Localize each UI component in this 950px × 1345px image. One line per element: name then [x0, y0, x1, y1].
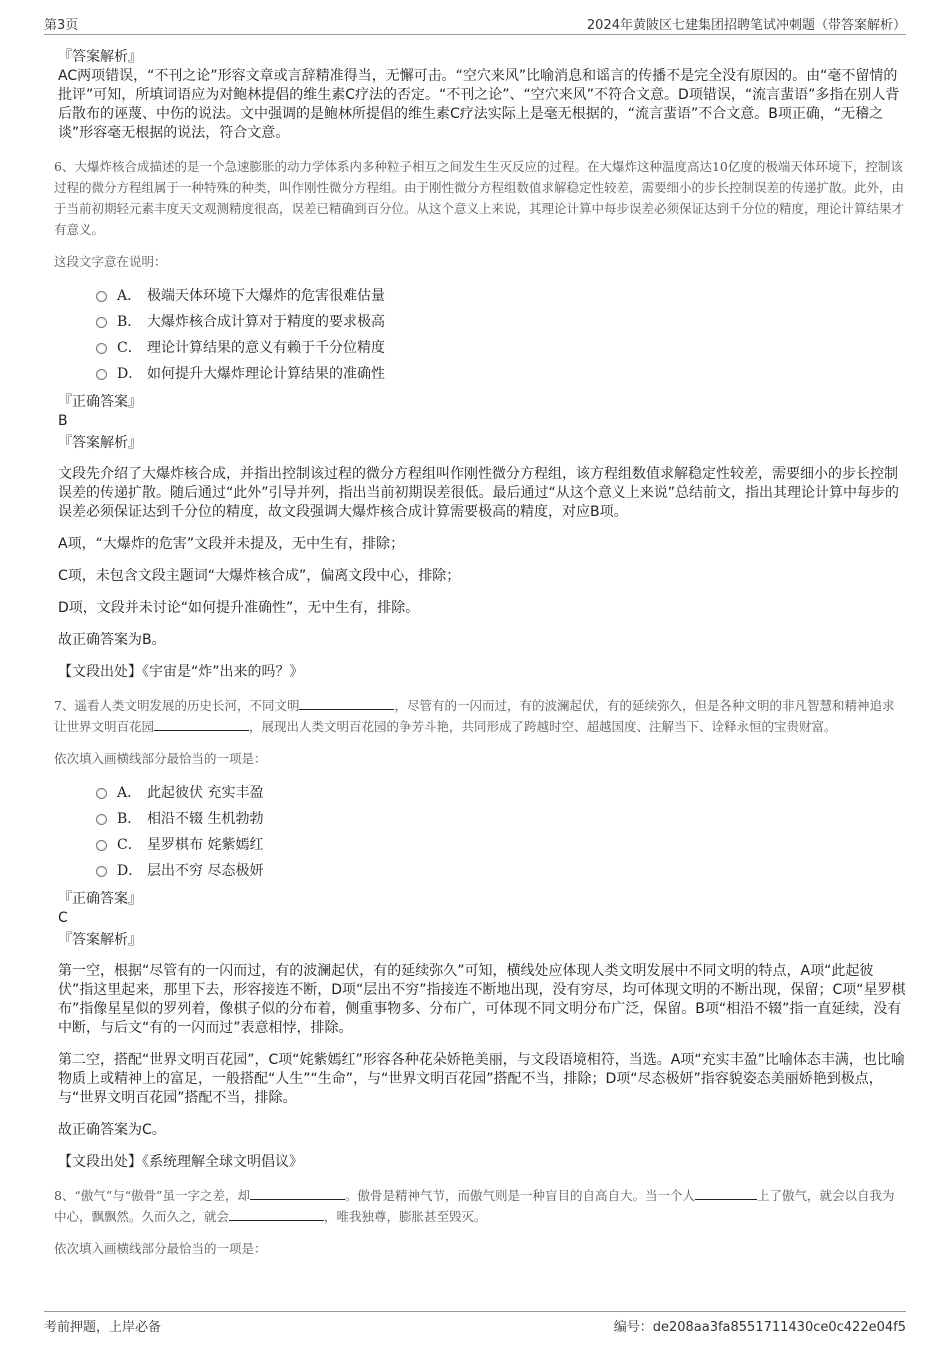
- q7-option-d[interactable]: D． 层出不穷 尽态极妍: [96, 858, 906, 884]
- radio-icon[interactable]: [96, 343, 107, 354]
- q8-prompt: 依次填入画横线部分最恰当的一项是：: [54, 1241, 267, 1256]
- q7-option-a[interactable]: A． 此起彼伏 充实丰盈: [96, 780, 906, 806]
- q6-prompt: 这段文字意在说明：: [54, 254, 167, 269]
- fill-blank: [154, 718, 249, 731]
- fill-blank: [299, 697, 394, 710]
- q7-source: 【文段出处】《系统理解全球文明倡议》: [58, 1154, 303, 1170]
- q7-analysis-label: 『答案解析』: [58, 932, 142, 948]
- q6-source: 【文段出处】《宇宙是“炸”出来的吗？》: [58, 664, 304, 680]
- q7-option-c[interactable]: C． 星罗棋布 姹紫嫣红: [96, 832, 906, 858]
- q7-analysis-blank1: 第一空，根据“尽管有的一闪而过，有的波澜起伏，有的延续弥久”可知，横线处应体现人类文明发展中不同文明的特点，A项“此起彼伏”指这里起来，那里下去，形容接连不断，D项“层出不穷”指接连不断地出现，没有穷尽，均可体现文明的不断出现，保留；C项“星罗棋布”指像星星似的罗列着，像棋子似的分布着，侧重事物多、分布广，可体现不同文明分布广泛，保留。B项“相沿不辍”指一直延续，没有中断，与后文“有的一闪而过”表意相悖，排除。: [58, 963, 906, 1036]
- q6-option-d[interactable]: D． 如何提升大爆炸理论计算结果的准确性: [96, 361, 906, 387]
- radio-icon[interactable]: [96, 291, 107, 302]
- q6-analysis-d: D项，文段并未讨论“如何提升准确性”，无中生有，排除。: [58, 600, 420, 616]
- prev-analysis-label: 『答案解析』: [58, 49, 142, 65]
- q7-correct-answer: C: [58, 910, 68, 926]
- radio-icon[interactable]: [96, 317, 107, 328]
- q7-prompt: 依次填入画横线部分最恰当的一项是：: [54, 751, 267, 766]
- q6-analysis-conclusion: 故正确答案为B。: [58, 632, 166, 648]
- q6-option-b[interactable]: B． 大爆炸核合成计算对于精度的要求极高: [96, 309, 906, 335]
- q6-correct-answer: B: [58, 413, 68, 429]
- q6-analysis-main: 文段先介绍了大爆炸核合成，并指出控制该过程的微分方程组叫作刚性微分方程组，该方程组数值求解稳定性较差，需要细小的步长控制误差的传递扩散。随后通过“此外”引导并列，指出当前初期误差很低。最后通过“从这个意义上来说”总结前文，指出其理论计算中每步的误差必须保证达到千分位的精度，故文段强调大爆炸核合成计算需要极高的精度，对应B项。: [58, 466, 900, 520]
- q7-correct-label: 『正确答案』: [58, 891, 142, 907]
- q6-analysis-label: 『答案解析』: [58, 435, 142, 451]
- q7-option-b[interactable]: B． 相沿不辍 生机勃勃: [96, 806, 906, 832]
- q7-options: [96, 780, 906, 884]
- prev-analysis-text: AC两项错误，“不刊之论”形容文章或言辞精准得当，无懈可击。“空穴来风”比喻消息和谣言的传播不是完全没有原因的。由“毫不留情的批评”可知，所填词语应为对鲍林提倡的维生素C疗法的否定。“不刊之论”、“空穴来风”不符合文意。D项错误，“流言蜚语”多指在别人背后散布的诬蔑、中伤的说法。文中强调的是鲍林所提倡的维生素C疗法实际上是毫无根据的，“流言蜚语”不合文意。B项正确，“无稽之谈”形容毫无根据的说法，符合文意。: [58, 68, 900, 141]
- footer-slogan: 考前押题，上岸必备: [44, 1320, 162, 1335]
- q6-text: 6、大爆炸核合成描述的是一个急速膨胀的动力学体系内多种粒子相互之间发生生灭反应的过程。在大爆炸这种温度高达10亿度的极端天体环境下，控制该过程的微分方程组属于一种特殊的种类，叫作刚性微分方程组。由于刚性微分方程组数值求解稳定性较差，需要细小的步长控制误差的传递扩散。此外，由于当前初期轻元素丰度天文观测精度很高，误差已精确到百分位。从这个意义上来说，其理论计算中每步误差必须保证达到千分位的精度，理论计算结果才有意义。: [54, 159, 905, 237]
- fill-blank: [229, 1208, 324, 1221]
- page-footer: [44, 1311, 906, 1342]
- radio-icon[interactable]: [96, 866, 107, 877]
- q7-text: 7、遥看人类文明发展的历史长河，不同文明 ，尽管有的一闪而过，有的波澜起伏，有的延续弥久，但是各种文明的非凡智慧和精神追求让世界文明百花园 ，展现出人类文明百花园的争芳斗艳，共同形成了跨越时空、超越国度、注解当下、诠释永恒的宝贵财富。: [54, 698, 895, 734]
- q6-option-c[interactable]: C． 理论计算结果的意义有赖于千分位精度: [96, 335, 906, 361]
- page-header: [44, 12, 906, 35]
- page-number: 第3页: [44, 18, 79, 33]
- radio-icon[interactable]: [96, 814, 107, 825]
- q6-analysis-c: C项，未包含文段主题词“大爆炸核合成”，偏离文段中心，排除；: [58, 568, 461, 584]
- q6-correct-label: 『正确答案』: [58, 394, 142, 410]
- q7-analysis-conclusion: 故正确答案为C。: [58, 1122, 166, 1138]
- fill-blank: [250, 1187, 345, 1200]
- document-title: 2024年黄陂区七建集团招聘笔试冲刺题（带答案解析）: [586, 18, 906, 33]
- fill-blank: [695, 1187, 757, 1200]
- radio-icon[interactable]: [96, 369, 107, 380]
- radio-icon[interactable]: [96, 840, 107, 851]
- q7-analysis-blank2: 第二空，搭配“世界文明百花园”，C项“姹紫嫣红”形容各种花朵娇艳美丽，与文段语境相符，当选。A项“充实丰盈”比喻体态丰满，也比喻物质上或精神上的富足，一般搭配“人生”“生命”，与“世界文明百花园”搭配不当，排除；D项“尽态极妍”指容貌姿态美丽娇艳到极点，与“世界文明百花园”搭配不当，排除。: [58, 1052, 905, 1106]
- q6-option-a[interactable]: A． 极端天体环境下大爆炸的危害很难估量: [96, 283, 906, 309]
- radio-icon[interactable]: [96, 788, 107, 799]
- page-content: [54, 44, 906, 1257]
- document-id: 编号：de208aa3fa8551711430ce0c422e04f5: [613, 1320, 906, 1335]
- q6-analysis-a: A项，“大爆炸的危害”文段并未提及，无中生有，排除；: [58, 536, 405, 552]
- q8-text: 8、“傲气”与“傲骨”虽一字之差，却 。傲骨是精神气节，而傲气则是一种盲目的自高自大。当一个人 上了傲气，就会以自我为中心，飘飘然。久而久之，就会 ，唯我独尊，膨胀甚至毁灭。: [54, 1188, 895, 1224]
- q6-options: [96, 283, 906, 387]
